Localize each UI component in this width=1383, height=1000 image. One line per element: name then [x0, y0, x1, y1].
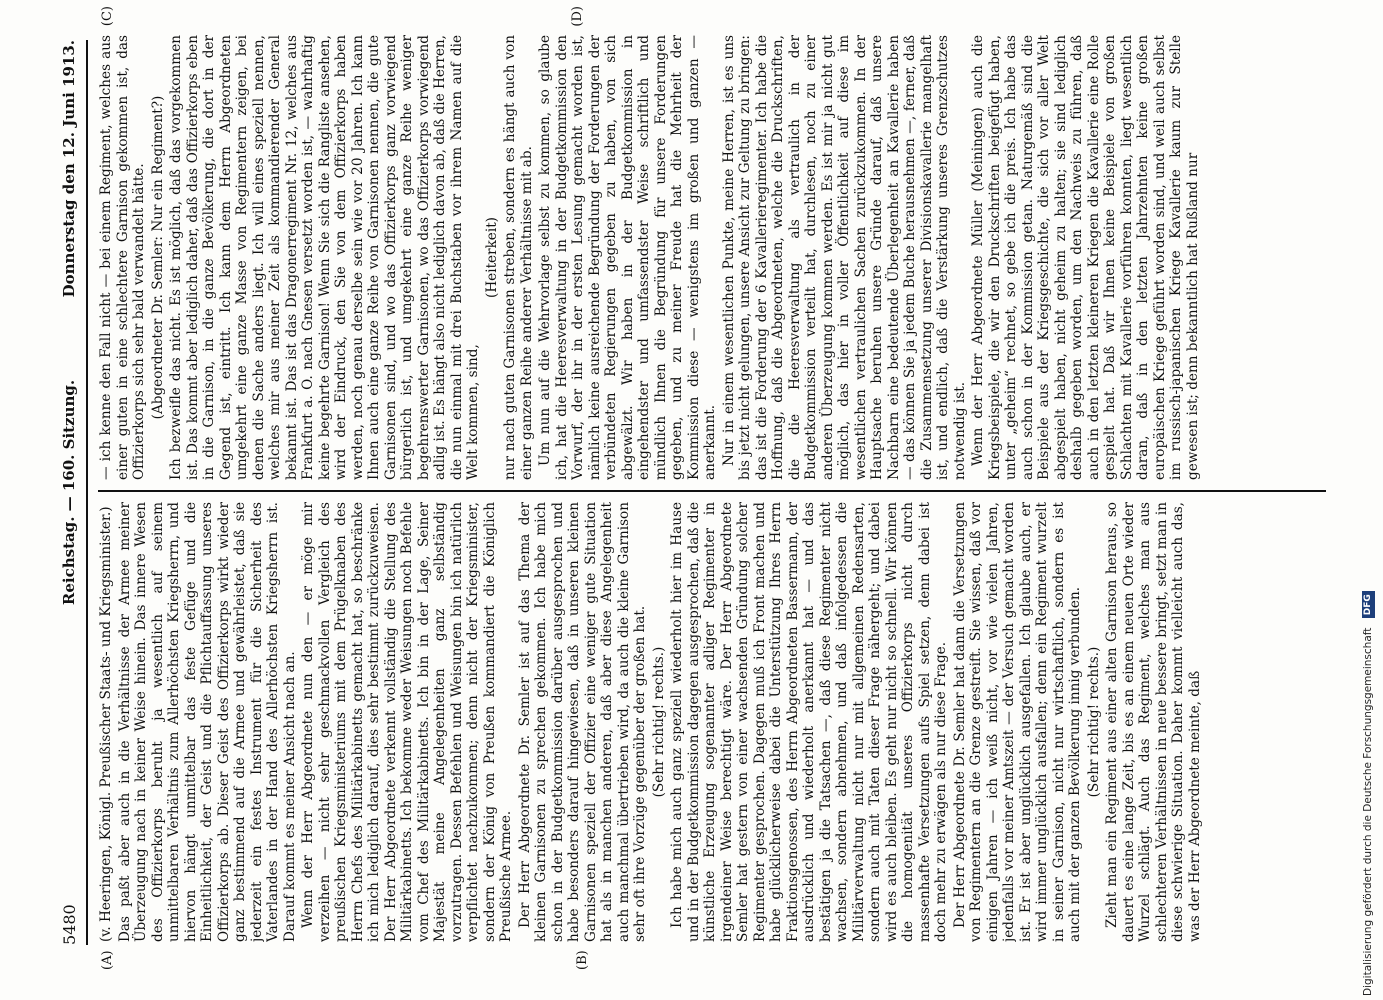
margin-marker-d: (D)	[570, 6, 585, 27]
paragraph: Ich habe mich auch ganz speziell wiederholt hier im Hause und in der Budgetkommission dagegen ausgesprochen, daß die künstliche Erzeugung sogenannter adliger Regimenter in irgendeiner Weise berechtigt wäre. Der Herr Abgeordnete Semler hat gestern von einer wachsenden Gründung solcher Regimenter gesprochen. Dagegen muß ich Front machen und habe glücklicherweise dabei die Unterstützung Ihres Herrn Fraktionsgenossen, des Herrn Abgeordneten Bassermann, der ausdrücklich und wiederholt anerkannt hat — und das bestätigen ja die Tatsachen —, daß diese Regimenter nicht wachsen, sondern abnehmen, und daß infolgedessen die Militärverwaltung nicht nur mit allgemeinen Redensarten, sondern auch mit Taten dieser Frage nähergeht; und dabei wird es auch bleiben. Es geht nur nicht so schnell. Wir können die homogenität unseres Offizierkorps nicht durch massenhafte Versetzungen aufs Spiel setzen, denn dabei ist doch mehr zu erwägen als nur diese Frage.	[669, 502, 949, 942]
rotated-page	[50, 0, 1340, 1000]
paragraph: — ich kenne den Fall nicht — bei einem Regiment, welches aus einer guten in eine schlechtere Garnison gekommen ist, das Offizierkorps sich sehr bald verwandelt hätte.	[98, 35, 147, 480]
paragraph: Der Herr Abgeordnete Dr. Semler hat dann die Versetzungen von Regimentern an die Grenze gestreift. Sie wissen, daß vor einigen Jahren — ich weiß nicht, vor wie vielen Jahren, jedenfalls vor meiner Amtszeit — der Versuch gemacht worden ist. Er ist aber unglücklich ausgefallen. Ich glaube auch, er wird immer unglücklich ausfallen; denn ein Regiment wurzelt in seiner Garnison, nicht nur wirtschaftlich, sondern es ist auch mit der ganzen Bevölkerung innig verbunden.	[951, 502, 1083, 942]
text-column-left	[98, 502, 1326, 942]
margin-marker-b: (B)	[575, 950, 590, 970]
paragraph: Wenn der Herr Abgeordnete Müller (Meiningen) auch die Kriegsbeispiele, die wir den Druckschriften beigefügt haben, unter „geheim“ rechnet, so gebe ich die preis. Ich habe das auch schon in der Kommission getan. Naturgemäß sind die Beispiele aus der Kriegsgeschichte, die sich vor aller Welt abgespielt haben, nicht geheim zu halten; sie sind lediglich deshalb gegeben worden, um den Nachweis zu führen, daß auch in den letzten kleineren Kriegen die Kavallerie eine Rolle gespielt hat. Daß wir Ihnen keine Beispiele von großen Schlachten mit Kavallerie vorführen konnten, liegt wesentlich daran, daß in den letzten Jahrzehnten keine großen europäischen Kriege geführt worden sind, und weil auch selbst im russisch-japanischen Kriege Kavallerie kaum zur Stelle gewesen ist; denn bekanntlich hat Rußland nur	[970, 35, 1201, 480]
credit-text: Digitalisierung gefördert durch die Deutsche Forschungsgemeinschaft	[1362, 627, 1374, 996]
paragraph: Um nun auf die Wehrvorlage selbst zu kommen, so glaube ich, hat die Heeresverwaltung in der Budgetkommission den Vorwurf, der ihr in der ersten Lesung gemacht worden ist, nämlich keine ausreichende Begründung der Forderungen der verbündeten Regierungen gegeben zu haben, von sich abgewälzt. Wir haben in der Budgetkommission in eingehendster und umfassendster Weise schriftlich und mündlich Ihnen die Begründung für unsere Forderungen gegeben, und zu meiner Freude hat die Mehrheit der Kommission diese — wenigstens im großen und ganzen — anerkannt.	[537, 35, 718, 480]
paragraph: (Sehr richtig! rechts.)	[1085, 646, 1102, 798]
paragraph: Das paßt aber auch in die Verhältnisse der Armee meiner Überzeugung nach in keiner Weise hinein. Das innere Wesen des Offizierkorps beruht ja wesentlich auf seinem unmittelbaren Verhältnis zum Allerhöchsten Kriegsherrn, und hiervon hängt unmittelbar das feste Gefüge und die Einheitlichkeit, der Geist und die Pflichtauffassung unseres Offizierkorps ab. Dieser Geist des Offizierkorps wirkt wieder ganz bestimmend auf die Armee und gewährleistet, daß sie jederzeit ein festes Instrument für die Sicherheit des Vaterlandes in der Hand des Allerhöchsten Kriegsherrn ist. Darauf kommt es meiner Ansicht nach an.	[116, 502, 298, 942]
text-column-right	[98, 35, 1326, 480]
paragraph: (v. Heeringen, Königl. Preußischer Staats- und Kriegsminister.)	[98, 506, 114, 942]
paragraph: Nur in einem wesentlichen Punkte, meine Herren, ist es uns bis jetzt nicht gelungen, unsere Ansicht zur Geltung zu bringen: das ist die Forderung der 6 Kavallerieregimenter. Ich habe die Hoffnung, daß die Abgeordneten, welche die Druckschriften, die die Heeresverwaltung als vertraulich in der Budgetkommission verteilt hat, durchlesen, noch zu einer anderen Überzeugung kommen werden. Es ist mir ja nicht gut möglich, das hier in voller Öffentlichkeit auf diese im wesentlichen vertraulichen Sachen zurückzukommen. In der Hauptsache beruhen unsere Gründe darauf, daß unsere Nachbarn eine bedeutende Überlegenheit an Kavallerie haben — das können Sie ja jedem Buche herausnehmen —, ferner, daß die Zusammensetzung unserer Divisionskavallerie mangelhaft ist, und endlich, daß die Verstärkung unseres Grenzschutzes notwendig ist.	[720, 35, 968, 480]
paragraph: (Sehr richtig! rechts.)	[650, 646, 667, 798]
paragraph: Ich bezweifle das nicht. Es ist möglich, daß das vorgekommen ist. Das kommt aber lediglich daher, daß das Offizierkorps eben in die Garnison, in die ganze Bevölkerung, die dort in der Gegend ist, eintritt. Ich kann dem Herrn Abgeordneten umgekehrt eine ganze Masse von Regimentern zeigen, bei denen die Sache anders liegt. Ich will eines speziell nennen, welches mir aus meiner Zeit als kommandierender General bekannt ist. Das ist das Dragonerregiment Nr. 12, welches aus Frankfurt a. O. nach Gnesen versetzt worden ist, — wahrhaftig keine begehrte Garnison! Wenn Sie sich die Rangliste ansehen, wird der Eindruck, den Sie von dem Offizierkorps haben werden, noch genau derselbe sein wie vor 20 Jahren. Ich kann Ihnen auch eine ganze Reihe von Garnisonen nennen, die gute Garnisonen sind, und wo das Offizierkorps ganz vorwiegend bürgerlich ist, und umgekehrt eine ganze Reihe weniger begehrenswerter Garnisonen, wo das Offizierkorps vorwiegend adlig ist. Es hängt also nicht lediglich davon ab, daß die Herren, die nun einmal mit drei Buchstaben vor ihrem Namen auf die Welt kommen, sind,	[168, 35, 481, 480]
margin-marker-c: (C)	[100, 6, 115, 27]
page-header	[56, 40, 88, 945]
paragraph: Der Herr Abgeordnete Dr. Semler ist auf das Thema der kleinen Garnisonen zu sprechen gekommen. Ich habe mich schon in der Budgetkommission darüber ausgesprochen und habe besonders darauf hingewiesen, daß in unseren kleinen Garnisonen speziell der Offizier eine weniger gute Situation hat als in manchen anderen, daß aber diese Angelegenheit auch manchmal übertrieben wird, da auch die kleine Garnison sehr oft ihre Vorzüge gegenüber der großen hat.	[516, 502, 648, 942]
dfg-logo: DFG	[1362, 591, 1375, 618]
paragraph: nur nach guten Garnisonen streben, sondern es hängt auch von einer ganzen Reihe anderer Verhältnisse mit ab.	[502, 35, 535, 480]
paragraph: (Heiterkeit)	[483, 217, 500, 298]
paragraph: Wenn der Herr Abgeordnete nun den — er möge mir verzeihen — nicht sehr geschmackvollen Vergleich des preußischen Kriegsministeriums mit dem Prügelknaben des Herrn Chefs des Militärkabinetts gemacht hat, so beschränke ich mich lediglich darauf, dies sehr bestimmt zurückzuweisen. Der Herr Abgeordnete verkennt vollständig die Stellung des Militärkabinetts. Ich bekomme weder Weisungen noch Befehle vom Chef des Militärkabinetts. Ich bin in der Lage, Seiner Majestät meine Angelegenheiten ganz selbständig vorzutragen. Dessen Befehlen und Weisungen bin ich natürlich verpflichtet nachzukommen; denn nicht der Kriegsminister, sondern der König von Preußen kommandiert die Königlich Preußische Armee.	[300, 502, 514, 942]
paragraph: (Abgeordneter Dr. Semler: Nur ein Regiment?)	[149, 95, 166, 420]
column-divider	[98, 490, 1326, 492]
header-title: Reichstag. — 160. Sitzung.	[60, 379, 78, 606]
page-number: 5480	[60, 904, 79, 945]
header-date: Donnerstag den 12. Juni 1913.	[60, 40, 78, 298]
digitization-credit	[1357, 6, 1379, 996]
margin-marker-a: (A)	[100, 950, 115, 970]
paragraph: Zieht man ein Regiment aus einer alten Garnison heraus, so dauert es eine lange Zeit, bis es an einem neuen Orte wieder Wurzel schlägt. Auch das Regiment, welches man aus schlechteren Verhältnissen in neue bessere bringt, setzt man in diese schwierige Situation. Daher kommt vielleicht auch das, was der Herr Abgeordnete meinte, daß	[1104, 502, 1203, 942]
